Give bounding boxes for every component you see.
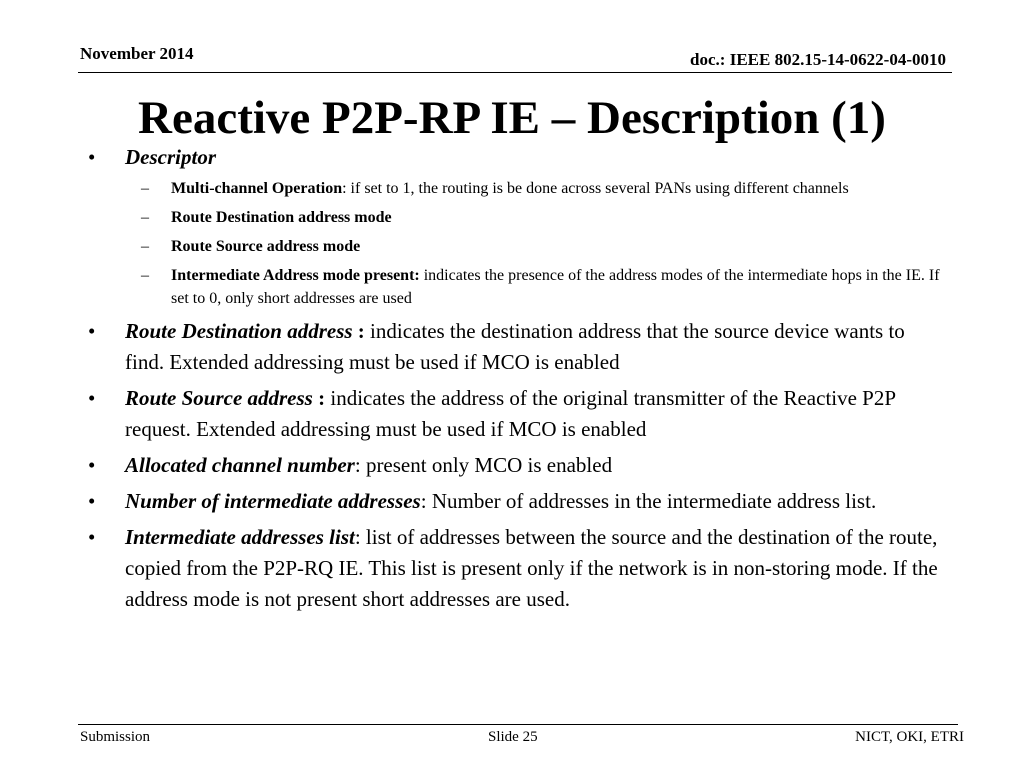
sub-item-text: indicates the presence of the address modes of the intermediate hops in the IE. If set to 0, only short addresses are used bbox=[171, 267, 940, 307]
bullet-marker: • bbox=[88, 319, 96, 343]
dash-marker: – bbox=[141, 238, 149, 255]
bullet-text: : Number of addresses in the intermediate address list. bbox=[420, 489, 877, 513]
sub-item-term: Route Destination address mode bbox=[171, 209, 392, 226]
dash-marker: – bbox=[141, 209, 149, 226]
sub-item-text: : if set to 1, the routing is be done across several PANs using different channels bbox=[342, 180, 849, 197]
descriptor-sublist bbox=[125, 177, 948, 310]
descriptor-label: Descriptor bbox=[125, 145, 216, 169]
dash-marker: – bbox=[141, 180, 149, 197]
sub-item-intermediate-mode bbox=[125, 264, 948, 310]
sub-item-term: Route Source address mode bbox=[171, 238, 361, 255]
header-doc-id: doc.: IEEE 802.15-14-0622-04-0010 bbox=[690, 50, 946, 69]
bullet-route-destination-address bbox=[88, 316, 948, 378]
bullet-term: Number of intermediate addresses bbox=[125, 489, 421, 513]
slide-title: Reactive P2P-RP IE – Description (1) bbox=[138, 92, 886, 144]
bullet-text: : list of addresses between the source and the destination of the route, copied from the P2P-RQ IE. This list is present only if the network is in non-storing mode. If the address mode is not present short addresses are used. bbox=[125, 525, 938, 611]
bullet-term: Allocated channel number bbox=[125, 453, 355, 477]
bullet-term: Intermediate addresses list bbox=[125, 525, 355, 549]
sub-item-route-src-mode bbox=[125, 235, 948, 258]
bullet-intermediate-addresses-list bbox=[88, 522, 948, 615]
dash-marker: – bbox=[141, 267, 149, 284]
bullet-marker: • bbox=[88, 489, 96, 513]
bullet-text: indicates the destination address that the source device wants to find. Extended addressing must be used if MCO is enabled bbox=[125, 319, 905, 374]
bullet-marker: • bbox=[88, 386, 96, 410]
header-divider bbox=[78, 72, 952, 73]
bullet-term: Route Source address bbox=[125, 386, 313, 410]
bullet-separator: : bbox=[312, 386, 331, 410]
bullet-descriptor bbox=[88, 142, 948, 310]
footer-submission: Submission bbox=[80, 729, 151, 745]
sub-item-route-dest-mode bbox=[125, 206, 948, 229]
sub-item-multichannel bbox=[125, 177, 948, 200]
bullet-text: : present only MCO is enabled bbox=[354, 453, 613, 477]
footer-slide-number: Slide 25 bbox=[488, 729, 538, 745]
bullet-marker: • bbox=[88, 453, 96, 477]
bullet-marker: • bbox=[88, 525, 96, 549]
bullet-number-of-intermediate-addresses bbox=[88, 486, 948, 517]
bullet-allocated-channel-number bbox=[88, 450, 948, 481]
bullet-text: indicates the address of the original transmitter of the Reactive P2P request. Extended addressing must be used if MCO is enabled bbox=[125, 386, 896, 441]
bullet-route-source-address bbox=[88, 383, 948, 445]
footer-organizations: NICT, OKI, ETRI bbox=[855, 729, 964, 745]
header-date: November 2014 bbox=[80, 44, 194, 63]
sub-item-term: Intermediate Address mode present: bbox=[171, 267, 420, 284]
slide-body bbox=[88, 142, 948, 620]
sub-item-term: Multi-channel Operation bbox=[171, 180, 343, 197]
bullet-separator: : bbox=[352, 319, 371, 343]
bullet-marker: • bbox=[88, 145, 96, 169]
bullet-term: Route Destination address bbox=[125, 319, 353, 343]
bullet-list bbox=[88, 142, 948, 615]
footer-divider bbox=[78, 724, 958, 725]
